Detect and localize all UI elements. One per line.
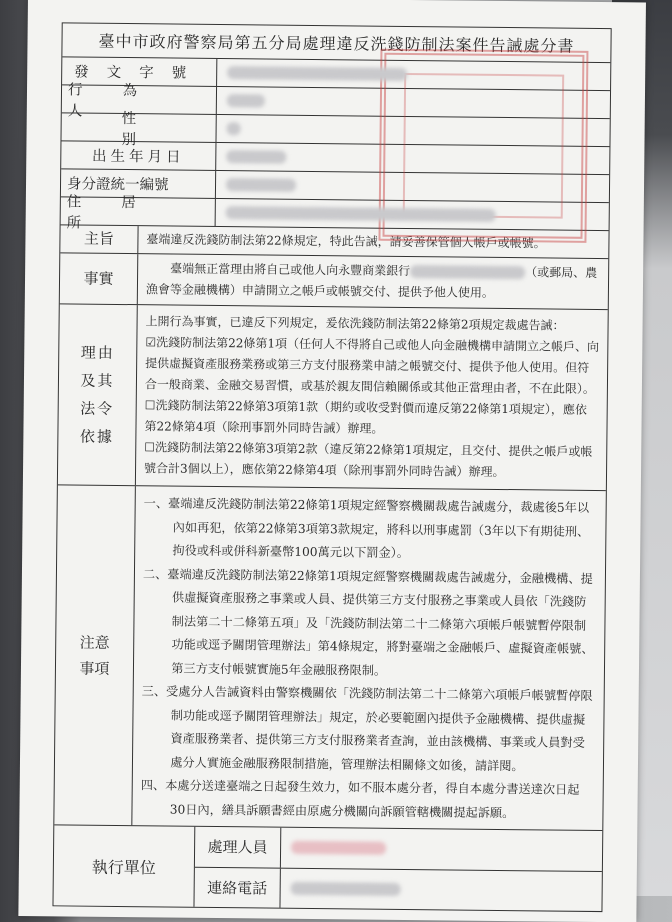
notes-text [132,486,606,830]
notice-form [52,22,611,912]
field-label: 性別 [61,113,216,142]
field-label: 身分證統一編號 [61,169,216,198]
document-paper [18,0,646,922]
subject-text: 臺端違反洗錢防制法第22條規定，特此告誡，請妥善保管個人帳戶或帳號。 [146,232,546,251]
redacted-handler [291,841,386,855]
notes-row [54,485,606,831]
note-item: 三、受處分人告誡資料由警察機關依「洗錢防制法第二十二條第六項帳戶帳號暫停限制功能或逕予關閉管理辦法」規定，於必要範圍內提供予金融機構、提供虛擬資產服務業者、提供第三方支付服務業者查詢，並由該機構、事業或人員對受處分人實施金融服務限制措施，管理辦法相關條文如後，請詳閱。 [141,684,593,773]
facts-label: 事實 [60,253,139,304]
reasons-intro: 上開行為事實，已違反下列規定，爰依洗錢防制法第22條第2項規定裁處告誡： [145,314,565,333]
field-label: 行為人 [62,85,217,114]
checkbox-unchecked: ☐ [144,440,156,455]
redacted-phone [291,882,401,896]
note-item: 一、臺端違反洗錢防制法第22條第1項規定經警察機關裁處告誡處分，裁處後5年以內如再犯，依第22條第3項第3款規定，將科以刑事處罰（3年以下有期徒刑、拘役或科或併科新臺幣100萬元以下罰金）。 [143,496,590,561]
redacted-value [226,206,496,222]
handler-label: 處理人員 [195,827,281,867]
checkbox-unchecked: ☐ [144,398,156,413]
redacted-value [226,150,286,164]
reason-item: ☐洗錢防制法第22條第3項第1款（期約或收受對價而違反第22條第1項規定），應依第22條第4項（除刑事罰外同時告誡）辦理。 [144,398,587,436]
redacted-branch [410,265,525,279]
redacted-value [227,122,241,135]
facts-text: 臺端無正當理由將自己或他人向永豐商業銀行 （或郵局、農漁會等金融機構）申請開立之帳戶或帳號交付、提供予他人使用。 [145,261,598,300]
redacted-value [227,66,407,81]
reasons-row [58,304,608,491]
subject-label: 主旨 [60,225,138,253]
reasons-label: 理由及其法令依據 [58,304,138,485]
reason-item: ☑洗錢防制法第22條第1項（任何人不得將自己或他人向金融機構申請開立之帳戶、向提供虛擬資產服務業務或第三方支付服務業申請之帳號交付、提供予他人使用。但符合一般商業、金融交易習慣，或基於親友間信賴關係或其他正當理由者，不在此限）。 [144,335,600,396]
phone-label: 連絡電話 [194,867,280,907]
checkbox-checked: ☑ [145,335,157,350]
note-item: 四、本處分送達臺端之日起發生效力，如不服本處分者，得自本處分書送達次日起30日內，繕具訴願書經由原處分機關向訴願管轄機關提起訴願。 [140,778,580,820]
redacted-value [226,178,296,192]
document-title: 臺中市政府警察局第五分局處理違反洗錢防制法案件告誡處分書 [62,23,610,63]
field-label: 出生年月日 [61,141,216,170]
field-label: 發文字號 [62,57,217,86]
redacted-value [227,94,265,107]
reason-item: ☐洗錢防制法第22條第3項第2款（違反第22條第1項規定，且交付、提供之帳戶或帳號合計3個以上），應依第22條第4項（除刑事罰外同時告誡）辦理。 [143,440,593,480]
notes-label: 注意事項 [54,485,136,825]
note-item: 二、臺端違反洗錢防制法第22條第1項規定經警察機關裁處告誡處分，金融機構、提供虛擬資產服務之事業或人員、提供第三方支付服務之事業或人員依「洗錢防制法第二十二條第五項」及「洗錢防制法第二十二條第六項帳戶帳號暫停限制功能或逕予關閉管理辦法」第4條規定，將對臺端之金融帳戶、虛擬資產帳號、第三方支付帳號實施5年金融服務限制。 [142,566,594,678]
execution-unit-label: 執行單位 [53,825,195,906]
field-label: 住居所 [61,197,216,226]
reasons-text [136,305,608,490]
execution-unit-section [53,825,602,911]
facts-row [60,253,609,310]
